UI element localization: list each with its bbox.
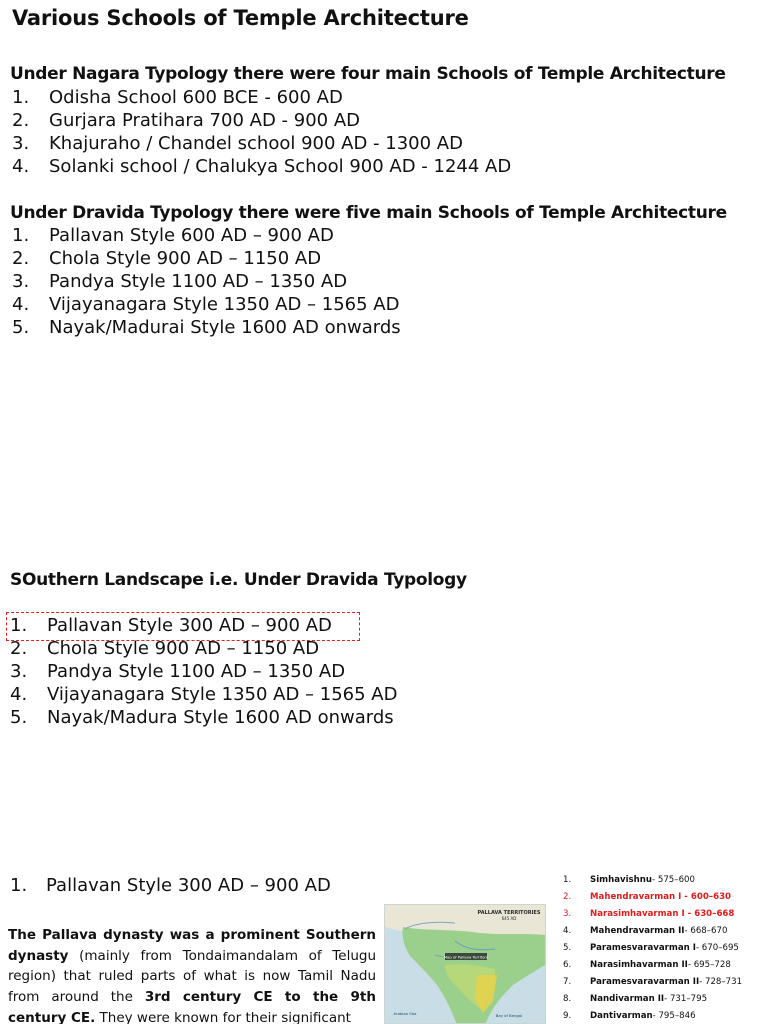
ruler-item <box>563 940 742 957</box>
list-item <box>12 109 511 132</box>
list-item-text: Pallavan Style 600 AD – 900 AD <box>49 225 334 246</box>
list-item-text: Chola Style 900 AD – 1150 AD <box>47 638 320 659</box>
list-item-number: 1. <box>12 225 30 246</box>
dravida-heading: Under Dravida Typology there were five main Schools of Temple Architecture <box>10 203 727 223</box>
ruler-number: 2. <box>563 892 572 902</box>
list-item-text: Pandya Style 1100 AD – 1350 AD <box>47 661 346 682</box>
ruler-number: 5. <box>563 943 572 953</box>
ruler-number: 6. <box>563 960 572 970</box>
ruler-item <box>563 1008 742 1024</box>
nagara-list <box>12 86 511 178</box>
para-text: (mainly from Tondaimandalam of Telugu region) that ruled parts of what is now Tamil Nadu from around the <box>8 947 376 1006</box>
list-item-number: 4. <box>12 156 30 177</box>
nagara-heading: Under Nagara Typology there were four main Schools of Temple Architecture <box>10 64 726 84</box>
list-item-number: 3. <box>12 271 30 292</box>
para-bold-dates: 3rd century CE to the 9th century CE. <box>8 989 376 1024</box>
ruler-number: 8. <box>563 994 572 1004</box>
ruler-item <box>563 906 742 923</box>
ruler-name: Dantivarman <box>590 1011 653 1021</box>
ruler-name: Paramesvaravarman II <box>590 977 700 987</box>
ruler-item <box>563 889 742 906</box>
list-item-text: Odisha School 600 BCE - 600 AD <box>49 87 343 108</box>
list-item-text: Gurjara Pratihara 700 AD - 900 AD <box>49 110 361 131</box>
ruler-item <box>563 991 742 1008</box>
list-item <box>10 660 397 683</box>
list-item <box>12 224 401 247</box>
ruler-number: 1. <box>563 875 572 885</box>
southern-heading: SOuthern Landscape i.e. Under Dravida Typology <box>10 570 467 590</box>
list-item <box>10 683 397 706</box>
pallava-rulers-list <box>563 872 742 1024</box>
list-item-number: 5. <box>12 317 30 338</box>
ruler-name: Simhavishnu <box>590 875 653 885</box>
list-item-text: Nayak/Madura Style 1600 AD onwards <box>47 707 394 728</box>
list-item-text: Chola Style 900 AD – 1150 AD <box>49 248 322 269</box>
dravida-list <box>12 224 401 339</box>
list-item <box>12 86 511 109</box>
pallava-paragraph <box>8 925 376 1024</box>
list-item-number: 2. <box>12 248 30 269</box>
list-item <box>12 316 401 339</box>
list-item-text: Nayak/Madurai Style 1600 AD onwards <box>49 317 401 338</box>
ruler-number: 3. <box>563 909 572 919</box>
ruler-number: 7. <box>563 977 572 987</box>
map-sea-left: Arabian Sea <box>393 1011 417 1016</box>
ruler-name: Narasimhavarman I - 630–668 <box>590 909 735 919</box>
para-bold-intro: The Pallava dynasty was a prominent Southern dynasty <box>8 927 376 964</box>
ruler-dates: - 575–600 <box>652 875 695 885</box>
ruler-item <box>563 872 742 889</box>
list-item <box>10 706 397 729</box>
map-inset-label: Map of Pallava Territory <box>443 954 489 960</box>
list-item-text: Pandya Style 1100 AD – 1350 AD <box>49 271 348 292</box>
list-item-number: 1. <box>10 615 28 636</box>
list-item <box>10 637 397 660</box>
map-subtitle: 645 AD <box>501 916 517 921</box>
list-item-text: Vijayanagara Style 1350 AD – 1565 AD <box>49 294 400 315</box>
list-item-text: Khajuraho / Chandel school 900 AD - 1300 AD <box>49 133 463 154</box>
list-item-number: 4. <box>12 294 30 315</box>
ruler-name: Paramesvaravarman I <box>590 943 696 953</box>
ruler-name: Narasimhavarman II <box>590 960 688 970</box>
pallava-section-title <box>10 875 331 896</box>
ruler-dates: - 695–728 <box>687 960 731 970</box>
list-item <box>10 614 397 637</box>
ruler-dates: - 670–695 <box>695 943 739 953</box>
section-title-text: Pallavan Style 300 AD – 900 AD <box>46 875 331 896</box>
list-item <box>12 293 401 316</box>
list-item-number: 1. <box>12 87 30 108</box>
ruler-name: Nandivarman II <box>590 994 665 1004</box>
list-item-number: 5. <box>10 707 28 728</box>
list-item-number: 3. <box>12 133 30 154</box>
map-title: PALLAVA TERRITORIES <box>477 910 541 916</box>
ruler-number: 4. <box>563 926 572 936</box>
list-item <box>12 155 511 178</box>
ruler-item <box>563 923 742 940</box>
map-sea-right: Bay of Bengal <box>495 1013 523 1018</box>
list-item-number: 4. <box>10 684 28 705</box>
list-item <box>12 247 401 270</box>
page-title: Various Schools of Temple Architecture <box>12 6 469 30</box>
ruler-item <box>563 974 742 991</box>
list-item-number: 3. <box>10 661 28 682</box>
para-text-cont: They were known for their significant <box>95 1009 351 1024</box>
ruler-name: Mahendravarman I - 600–630 <box>590 892 732 902</box>
list-item-number: 2. <box>12 110 30 131</box>
list-item-number: 2. <box>10 638 28 659</box>
list-item-text: Vijayanagara Style 1350 AD – 1565 AD <box>47 684 398 705</box>
ruler-name: Mahendravarman II <box>590 926 685 936</box>
ruler-dates: - 731–795 <box>664 994 708 1004</box>
list-item-text: Solanki school / Chalukya School 900 AD - 1244 AD <box>49 156 512 177</box>
list-item <box>12 270 401 293</box>
section-number: 1. <box>10 875 28 896</box>
ruler-dates: - 668–670 <box>684 926 728 936</box>
pallava-map <box>384 904 546 1024</box>
list-item-text: Pallavan Style 300 AD – 900 AD <box>47 615 332 636</box>
ruler-number: 9. <box>563 1011 572 1021</box>
ruler-dates: - 728–731 <box>699 977 743 987</box>
ruler-dates: - 795–846 <box>652 1011 696 1021</box>
map-image <box>385 905 546 1024</box>
list-item <box>12 132 511 155</box>
southern-list <box>10 614 397 729</box>
ruler-item <box>563 957 742 974</box>
